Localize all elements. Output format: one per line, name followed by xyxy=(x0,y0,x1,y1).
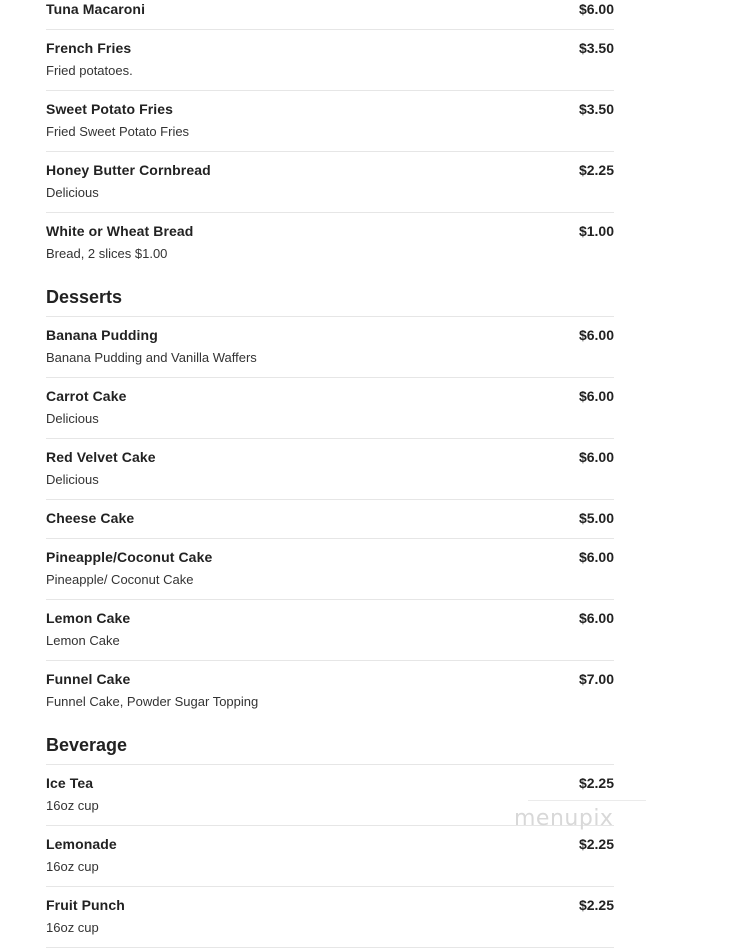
menu-item-sweet-potato-fries xyxy=(46,91,614,152)
item-price: $2.25 xyxy=(578,775,614,791)
item-price: $5.00 xyxy=(578,510,614,526)
item-description: Delicious xyxy=(46,185,99,200)
menu-item-banana-pudding xyxy=(46,317,614,378)
item-name: Tuna Macaroni xyxy=(46,1,146,17)
item-price: $7.00 xyxy=(578,671,614,687)
item-name: Lemon Cake xyxy=(46,610,131,626)
item-description: 16oz cup xyxy=(46,859,99,874)
item-price: $2.25 xyxy=(578,836,614,852)
watermark-divider xyxy=(528,800,646,801)
item-name: Honey Butter Cornbread xyxy=(46,162,211,178)
item-name: Pineapple/Coconut Cake xyxy=(46,549,213,565)
menu-item-white-or-wheat-bread xyxy=(46,213,614,273)
item-description: Lemon Cake xyxy=(46,633,120,648)
item-description: Pineapple/ Coconut Cake xyxy=(46,572,194,587)
item-description: Delicious xyxy=(46,472,99,487)
item-price: $2.25 xyxy=(578,162,614,178)
item-name: French Fries xyxy=(46,40,132,56)
item-description: Bread, 2 slices $1.00 xyxy=(46,246,168,261)
item-price: $6.00 xyxy=(578,449,614,465)
menu-item-french-fries xyxy=(46,30,614,91)
item-name: Funnel Cake xyxy=(46,671,131,687)
item-price: $6.00 xyxy=(578,388,614,404)
item-price: $6.00 xyxy=(578,610,614,626)
menu-item-funnel-cake xyxy=(46,661,614,721)
menu-item-cheese-cake xyxy=(46,500,614,539)
item-description: 16oz cup xyxy=(46,798,99,813)
item-name: White or Wheat Bread xyxy=(46,223,194,239)
item-name: Fruit Punch xyxy=(46,897,125,913)
item-name: Lemonade xyxy=(46,836,117,852)
item-price: $6.00 xyxy=(578,549,614,565)
item-price: $2.25 xyxy=(578,897,614,913)
menu-item-tuna-macaroni xyxy=(46,0,614,30)
menu-item-lemonade xyxy=(46,826,614,887)
menu-item-fruit-punch xyxy=(46,887,614,948)
section-title-desserts: Desserts xyxy=(46,273,614,317)
item-description: Fried potatoes. xyxy=(46,63,133,78)
item-name: Carrot Cake xyxy=(46,388,127,404)
menu-item-honey-butter-cornbread xyxy=(46,152,614,213)
item-price: $3.50 xyxy=(578,40,614,56)
item-name: Banana Pudding xyxy=(46,327,158,343)
item-name: Red Velvet Cake xyxy=(46,449,156,465)
section-title-beverage: Beverage xyxy=(46,721,614,765)
menu-item-lemon-cake xyxy=(46,600,614,661)
watermark-logo: menupix xyxy=(514,806,614,831)
item-name: Cheese Cake xyxy=(46,510,135,526)
item-description: Fried Sweet Potato Fries xyxy=(46,124,190,139)
menu-item-red-velvet-cake xyxy=(46,439,614,500)
menu-item-pineapple-coconut-cake xyxy=(46,539,614,600)
item-name: Sweet Potato Fries xyxy=(46,101,174,117)
item-name: Ice Tea xyxy=(46,775,94,791)
item-description: Banana Pudding and Vanilla Waffers xyxy=(46,350,257,365)
item-description: Funnel Cake, Powder Sugar Topping xyxy=(46,694,259,709)
item-price: $3.50 xyxy=(578,101,614,117)
item-price: $6.00 xyxy=(578,1,614,17)
item-price: $1.00 xyxy=(578,223,614,239)
menu-item-carrot-cake xyxy=(46,378,614,439)
item-description: Delicious xyxy=(46,411,99,426)
item-price: $6.00 xyxy=(578,327,614,343)
item-description: 16oz cup xyxy=(46,920,99,935)
